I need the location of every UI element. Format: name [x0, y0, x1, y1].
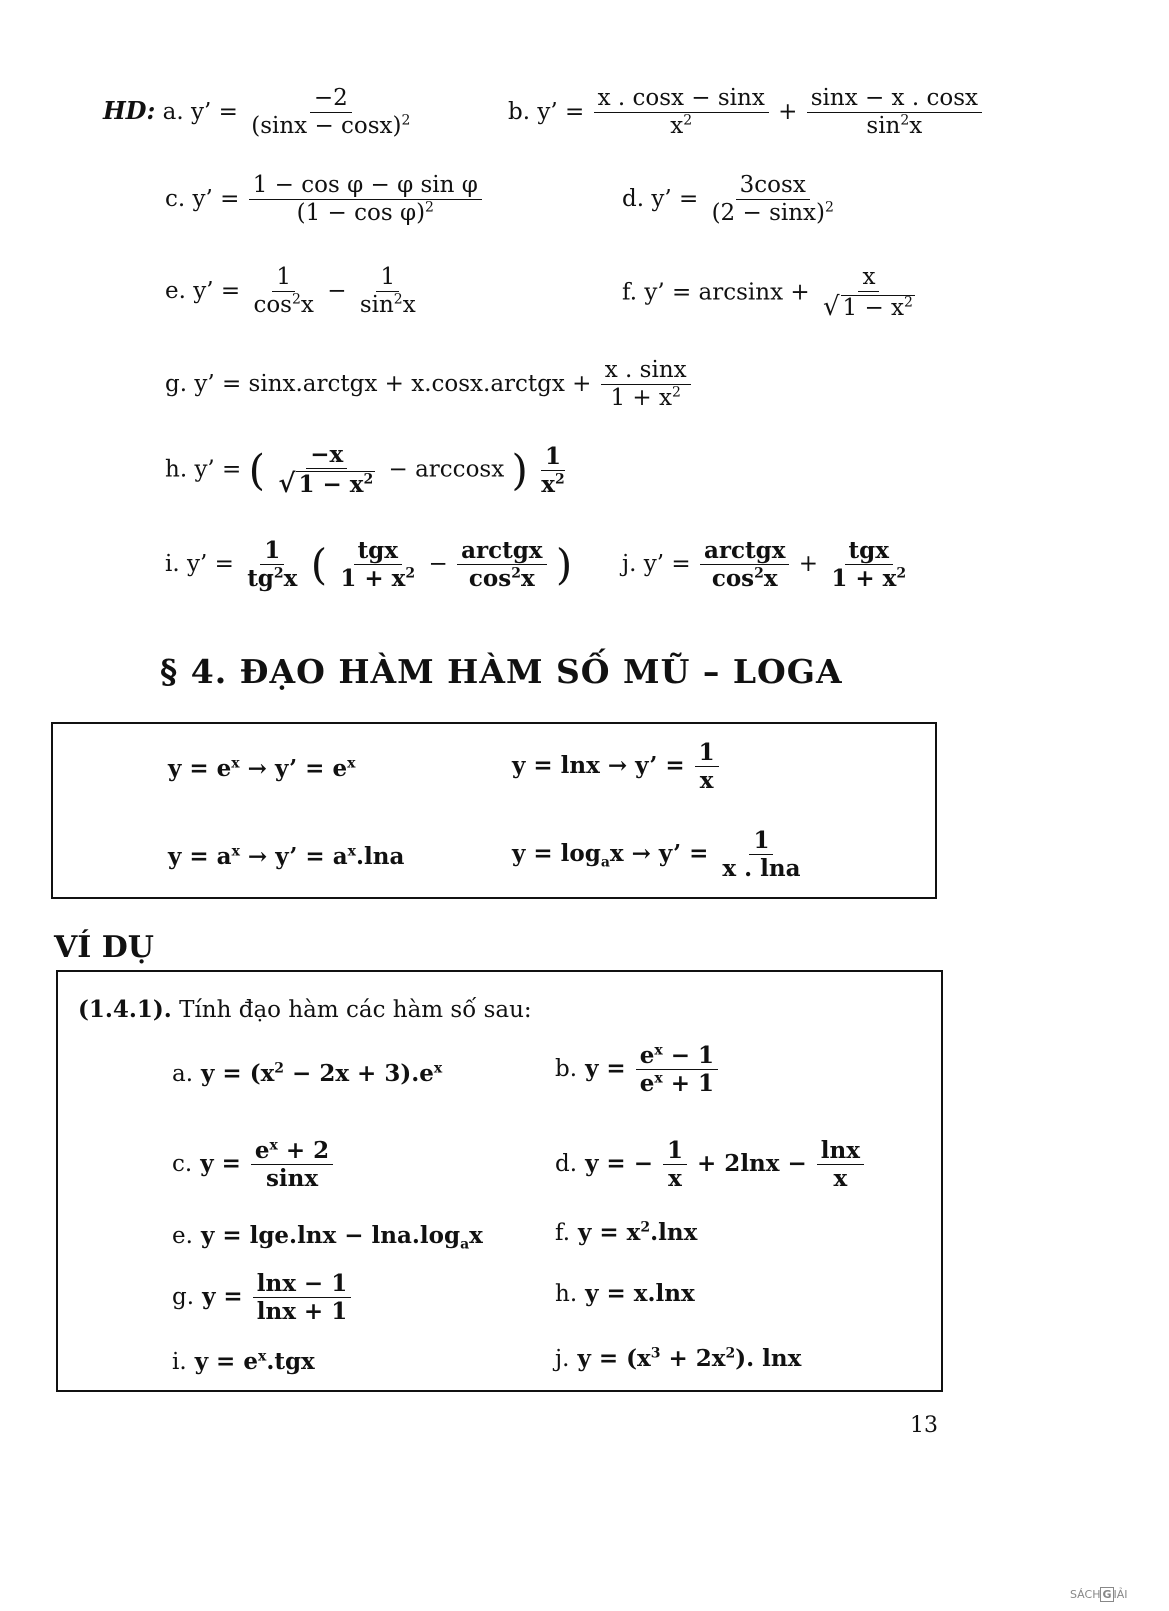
example-d-fraction-2: [817, 1138, 864, 1192]
formula-ax: [168, 843, 404, 870]
hd-d-lhs: y’ =: [651, 185, 699, 212]
hd-label: HD:: [103, 95, 156, 125]
hd-j-den-1: [708, 565, 782, 591]
hd-e-den-1-a: cos: [253, 292, 292, 319]
example-i-t1: y = e: [194, 1348, 258, 1375]
hd-h-den-2-base: x: [541, 470, 555, 498]
watermark-pre: SÁCH: [1070, 1588, 1101, 1601]
hd-g-den-base: 1 + x: [610, 385, 672, 412]
example-h: [555, 1280, 695, 1307]
hd-f-den-base: 1 − x: [842, 295, 905, 322]
formula-log-lhs: y = log: [512, 839, 601, 867]
hd-i-num-2: tgx: [354, 538, 402, 565]
formula-ln-lhs: y = lnx → y’ =: [512, 751, 685, 779]
example-e: [172, 1222, 483, 1253]
example-j: [555, 1345, 801, 1372]
hd-i-label: i.: [165, 550, 180, 577]
sqrt-icon: √: [822, 292, 840, 323]
hd-b-num-1: x . cosx − sinx: [594, 86, 769, 113]
formula-ln-num: 1: [695, 740, 719, 767]
hd-i-den-1-exp: 2: [273, 565, 284, 582]
example-h-label: h.: [555, 1281, 578, 1307]
example-b: [555, 1043, 720, 1097]
hd-b-den-2-exp: 2: [900, 112, 910, 129]
hd-d-num: 3cosx: [736, 173, 810, 200]
example-b-num-base: e: [639, 1042, 655, 1069]
example-a-t1: y = (x: [201, 1060, 275, 1087]
example-j-label: j.: [555, 1346, 570, 1372]
hd-c: [165, 173, 484, 227]
example-b-num-tail: − 1: [662, 1042, 715, 1069]
formula-log-num: 1: [749, 828, 773, 855]
hd-h: [165, 442, 571, 499]
close-paren-icon: ): [555, 539, 573, 589]
hd-b-lhs: y’ =: [537, 98, 585, 125]
example-e-t2: x: [469, 1222, 483, 1249]
hd-f-lhs: y’ = arcsinx +: [644, 279, 810, 306]
example-a-label: a.: [172, 1061, 194, 1087]
hd-j-den-2: [827, 565, 910, 591]
hd-g-fraction: [601, 358, 691, 412]
formula-log-fraction: [718, 828, 804, 882]
example-a-t2: − 2x + 3).e: [284, 1060, 434, 1087]
hd-i-num-1: 1: [260, 538, 284, 565]
hd-j-fraction-2: [827, 538, 910, 592]
hd-j-den-2-base: 1 + x: [831, 565, 897, 593]
hd-j-lhs: y’ =: [643, 550, 691, 577]
hd-j-op: +: [798, 550, 819, 577]
example-f-label: f.: [555, 1220, 571, 1246]
hd-e-den-1-b: x: [300, 292, 314, 319]
example-b-den: [636, 1070, 718, 1096]
hd-j-den-1-a: cos: [711, 565, 755, 593]
hd-i-num-3: arctgx: [457, 538, 546, 565]
hd-i-den-2-exp: 2: [405, 565, 416, 582]
hd-a-lhs: y’ =: [191, 98, 238, 125]
hd-b-den-2: [862, 113, 926, 139]
hd-c-label: c.: [165, 185, 186, 212]
hd-a-den-exp: 2: [401, 112, 411, 129]
example-i: [172, 1348, 315, 1375]
hd-j-label: j.: [622, 550, 637, 577]
watermark-logo: [1070, 1588, 1128, 1601]
example-b-den-exp: x: [654, 1070, 663, 1087]
example-heading: VÍ DỤ: [54, 930, 154, 965]
hd-e-fraction-1: [249, 265, 317, 319]
hd-h-radicand: [296, 471, 375, 497]
hd-e-lhs: y’ =: [193, 277, 241, 304]
hd-i-fraction-1: [243, 538, 301, 592]
hd-j-fraction-1: [700, 538, 789, 592]
formula-ex-mid: → y’ = e: [239, 755, 348, 782]
hd-i-den-2-base: 1 + x: [340, 565, 406, 593]
hd-d-den: [708, 200, 838, 226]
hd-d-den-exp: 2: [824, 199, 834, 216]
example-e-sub: a: [460, 1236, 470, 1253]
example-c-num-base: e: [254, 1137, 270, 1164]
formula-ax-exp: x: [231, 843, 240, 860]
hd-b-den-1-exp: 2: [683, 112, 693, 129]
example-id: (1.4.1).: [78, 996, 172, 1023]
hd-i-den-3-a: cos: [468, 565, 512, 593]
formula-log-den: x . lna: [722, 855, 801, 883]
watermark-post: IẢI: [1113, 1588, 1128, 1601]
hd-c-num: 1 − cos φ − φ sin φ: [249, 173, 482, 200]
hd-b-den-1-base: x: [670, 113, 684, 140]
example-f-e1: 2: [640, 1219, 651, 1236]
hd-i: [165, 538, 572, 592]
hd-e-num-2: 1: [376, 265, 399, 292]
hd-b-fraction-1: [594, 86, 769, 140]
example-j-t2: + 2x: [660, 1345, 726, 1372]
example-g-num: lnx − 1: [253, 1271, 351, 1298]
hd-j-den-1-exp: 2: [754, 565, 764, 582]
hd-f-fraction: [819, 265, 919, 322]
formula-ex-exp2: x: [347, 755, 356, 772]
example-c: [172, 1138, 335, 1192]
example-b-label: b.: [555, 1055, 578, 1082]
example-d-den-2: x: [833, 1165, 848, 1193]
hd-f-num: x: [858, 265, 879, 292]
formula-ln-fraction: [695, 740, 719, 794]
example-c-num-tail: + 2: [277, 1137, 330, 1164]
example-d-lhs: y = −: [585, 1149, 653, 1177]
formula-log: [512, 828, 807, 882]
hd-i-op: −: [428, 550, 448, 577]
hd-f: [622, 265, 921, 322]
hd-b-num-2: sinx − x . cosx: [807, 86, 982, 113]
hd-h-lhs: y’ =: [194, 456, 242, 483]
hd-j: [622, 538, 912, 592]
hd-b-op: +: [778, 98, 798, 125]
hd-i-den-3-b: x: [520, 565, 535, 593]
formula-ax-exp2: x: [347, 843, 356, 860]
hd-h-den-exp: 2: [363, 471, 374, 488]
hd-j-num-2: tgx: [845, 538, 893, 565]
hd-e: [165, 265, 422, 319]
hd-g-lhs: y’ = sinx.arctgx + x.cosx.arctgx +: [194, 370, 592, 397]
hd-g: [165, 358, 693, 412]
hd-f-den-exp: 2: [904, 294, 913, 311]
example-a-e2: x: [433, 1060, 443, 1077]
hd-i-den-1: [243, 565, 301, 591]
formula-ln: [512, 740, 721, 794]
hd-i-fraction-2: [336, 538, 419, 592]
example-d-den-1: x: [668, 1165, 682, 1193]
example-d-mid: + 2lnx −: [697, 1149, 807, 1177]
example-j-e2: 2: [725, 1345, 736, 1362]
hd-h-num-2: 1: [541, 444, 565, 471]
hd-d: [622, 173, 840, 227]
hd-b-den-1: [666, 113, 696, 139]
example-d-label: d.: [555, 1150, 578, 1177]
example-g: [172, 1271, 353, 1325]
formula-ax-lhs: y = a: [168, 843, 232, 870]
hd-i-den-1-b: x: [283, 565, 298, 593]
hd-a-label: a.: [162, 98, 184, 125]
example-f-t1: y = x: [578, 1219, 641, 1246]
hd-a-den-base: (sinx − cosx): [251, 113, 402, 140]
example-g-lhs: y =: [202, 1282, 243, 1310]
hd-e-fraction-2: [356, 265, 420, 319]
formula-ax-mid: → y’ = a: [239, 843, 348, 870]
formula-log-sub: a: [600, 854, 610, 871]
hd-c-den: [293, 200, 438, 226]
hd-c-den-base: (1 − cos φ): [296, 200, 426, 227]
hd-b: [508, 86, 984, 140]
hd-e-den-2-a: sin: [359, 292, 394, 319]
hd-f-radicand: [841, 295, 915, 321]
example-g-label: g.: [172, 1283, 195, 1310]
hd-g-label: g.: [165, 370, 188, 397]
hd-i-den-3-exp: 2: [511, 565, 521, 582]
hd-e-den-1: [249, 292, 317, 318]
example-h-t1: y = x.lnx: [585, 1280, 695, 1307]
example-prompt: [78, 996, 532, 1023]
hd-a-den: [247, 113, 414, 139]
formula-ln-den: x: [699, 767, 714, 795]
example-b-num: [636, 1043, 718, 1070]
watermark-box: G: [1102, 1588, 1112, 1601]
hd-c-fraction: [249, 173, 482, 227]
example-j-e1: 3: [650, 1345, 661, 1362]
example-i-label: i.: [172, 1349, 187, 1375]
example-c-fraction: [251, 1138, 333, 1192]
example-g-fraction: [253, 1271, 351, 1325]
example-i-t2: .tgx: [266, 1348, 315, 1375]
hd-h-fraction-2: [537, 444, 568, 498]
hd-h-den-2-exp: 2: [554, 471, 565, 488]
example-d-num-2: lnx: [817, 1138, 864, 1165]
hd-h-den-base: 1 − x: [298, 471, 364, 499]
hd-d-fraction: [708, 173, 838, 227]
page-number: 13: [910, 1413, 938, 1438]
hd-row-ab: [103, 86, 416, 140]
hd-a-fraction: [247, 86, 414, 140]
hd-i-den-3: [465, 565, 539, 591]
hd-b-den-2-a: sin: [866, 113, 901, 140]
example-c-num-exp: x: [269, 1137, 278, 1154]
hd-e-den-1-exp: 2: [292, 291, 301, 308]
hd-a-num: −2: [310, 86, 352, 113]
hd-h-fraction-1: [274, 442, 379, 499]
hd-h-den: [274, 469, 379, 499]
hd-e-den-2-exp: 2: [393, 291, 403, 308]
hd-g-den: [606, 385, 684, 411]
example-i-e1: x: [257, 1348, 267, 1365]
formula-ax-tail: .lna: [355, 843, 405, 870]
example-b-den-tail: + 1: [662, 1070, 715, 1098]
hd-i-fraction-3: [457, 538, 546, 592]
hd-b-den-2-b: x: [909, 113, 923, 140]
hd-i-lhs: y’ =: [186, 550, 234, 577]
formula-ex-lhs: y = e: [168, 755, 232, 782]
example-prompt-text: Tính đạo hàm các hàm số sau:: [179, 997, 532, 1023]
example-d-fraction-1: [663, 1138, 687, 1192]
example-j-t3: ). lnx: [735, 1345, 802, 1372]
hd-j-den-1-b: x: [763, 565, 778, 593]
hd-f-den: [819, 292, 919, 322]
hd-h-num: −x: [306, 442, 347, 469]
hd-e-num-1: 1: [272, 265, 295, 292]
hd-e-den-2: [356, 292, 420, 318]
close-paren-icon: ): [511, 445, 528, 495]
hd-i-den-2: [336, 565, 419, 591]
open-paren-icon: (: [310, 539, 328, 589]
hd-c-den-exp: 2: [425, 199, 434, 216]
sqrt-icon: √: [278, 469, 296, 500]
hd-f-label: f.: [622, 279, 638, 306]
example-a: [172, 1060, 442, 1087]
example-e-label: e.: [172, 1223, 193, 1249]
hd-d-den-base: (2 − sinx): [711, 200, 825, 227]
hd-j-den-2-exp: 2: [896, 565, 907, 582]
example-b-lhs: y =: [585, 1054, 626, 1082]
formula-ex-exp: x: [231, 755, 240, 772]
hd-h-mid: − arccosx: [388, 456, 505, 483]
section-title: § 4. ĐẠO HÀM HÀM SỐ MŨ – LOGA: [160, 652, 843, 691]
hd-c-lhs: y’ =: [192, 185, 240, 212]
example-d: [555, 1138, 866, 1192]
hd-j-num-1: arctgx: [700, 538, 789, 565]
hd-h-den-2: [537, 471, 568, 497]
open-paren-icon: (: [248, 445, 266, 495]
hd-d-label: d.: [622, 185, 645, 212]
hd-h-label: h.: [165, 456, 188, 483]
example-b-den-base: e: [639, 1070, 655, 1098]
formula-ex: [168, 755, 355, 782]
example-c-lhs: y =: [200, 1149, 241, 1177]
hd-e-label: e.: [165, 277, 186, 304]
example-j-t1: y = (x: [577, 1345, 651, 1372]
example-c-label: c.: [172, 1150, 193, 1177]
example-g-den: lnx + 1: [256, 1298, 348, 1326]
example-f-t2: .lnx: [650, 1219, 698, 1246]
hd-e-den-2-b: x: [402, 292, 416, 319]
example-b-fraction: [636, 1043, 718, 1097]
hd-g-den-exp: 2: [671, 384, 681, 401]
example-d-num-1: 1: [663, 1138, 687, 1165]
hd-g-num: x . sinx: [601, 358, 691, 385]
hd-b-label: b.: [508, 98, 531, 125]
example-a-e1: 2: [274, 1060, 285, 1077]
hd-e-op: −: [327, 277, 347, 304]
example-b-num-exp: x: [654, 1042, 663, 1059]
example-e-t1: y = lge.lnx − lna.log: [200, 1222, 461, 1249]
example-f: [555, 1219, 697, 1246]
example-c-num: [251, 1138, 333, 1165]
hd-b-fraction-2: [807, 86, 982, 140]
example-c-den: sinx: [265, 1165, 319, 1193]
formula-log-mid: x → y’ =: [609, 839, 709, 867]
hd-i-den-1-a: tg: [247, 565, 274, 593]
